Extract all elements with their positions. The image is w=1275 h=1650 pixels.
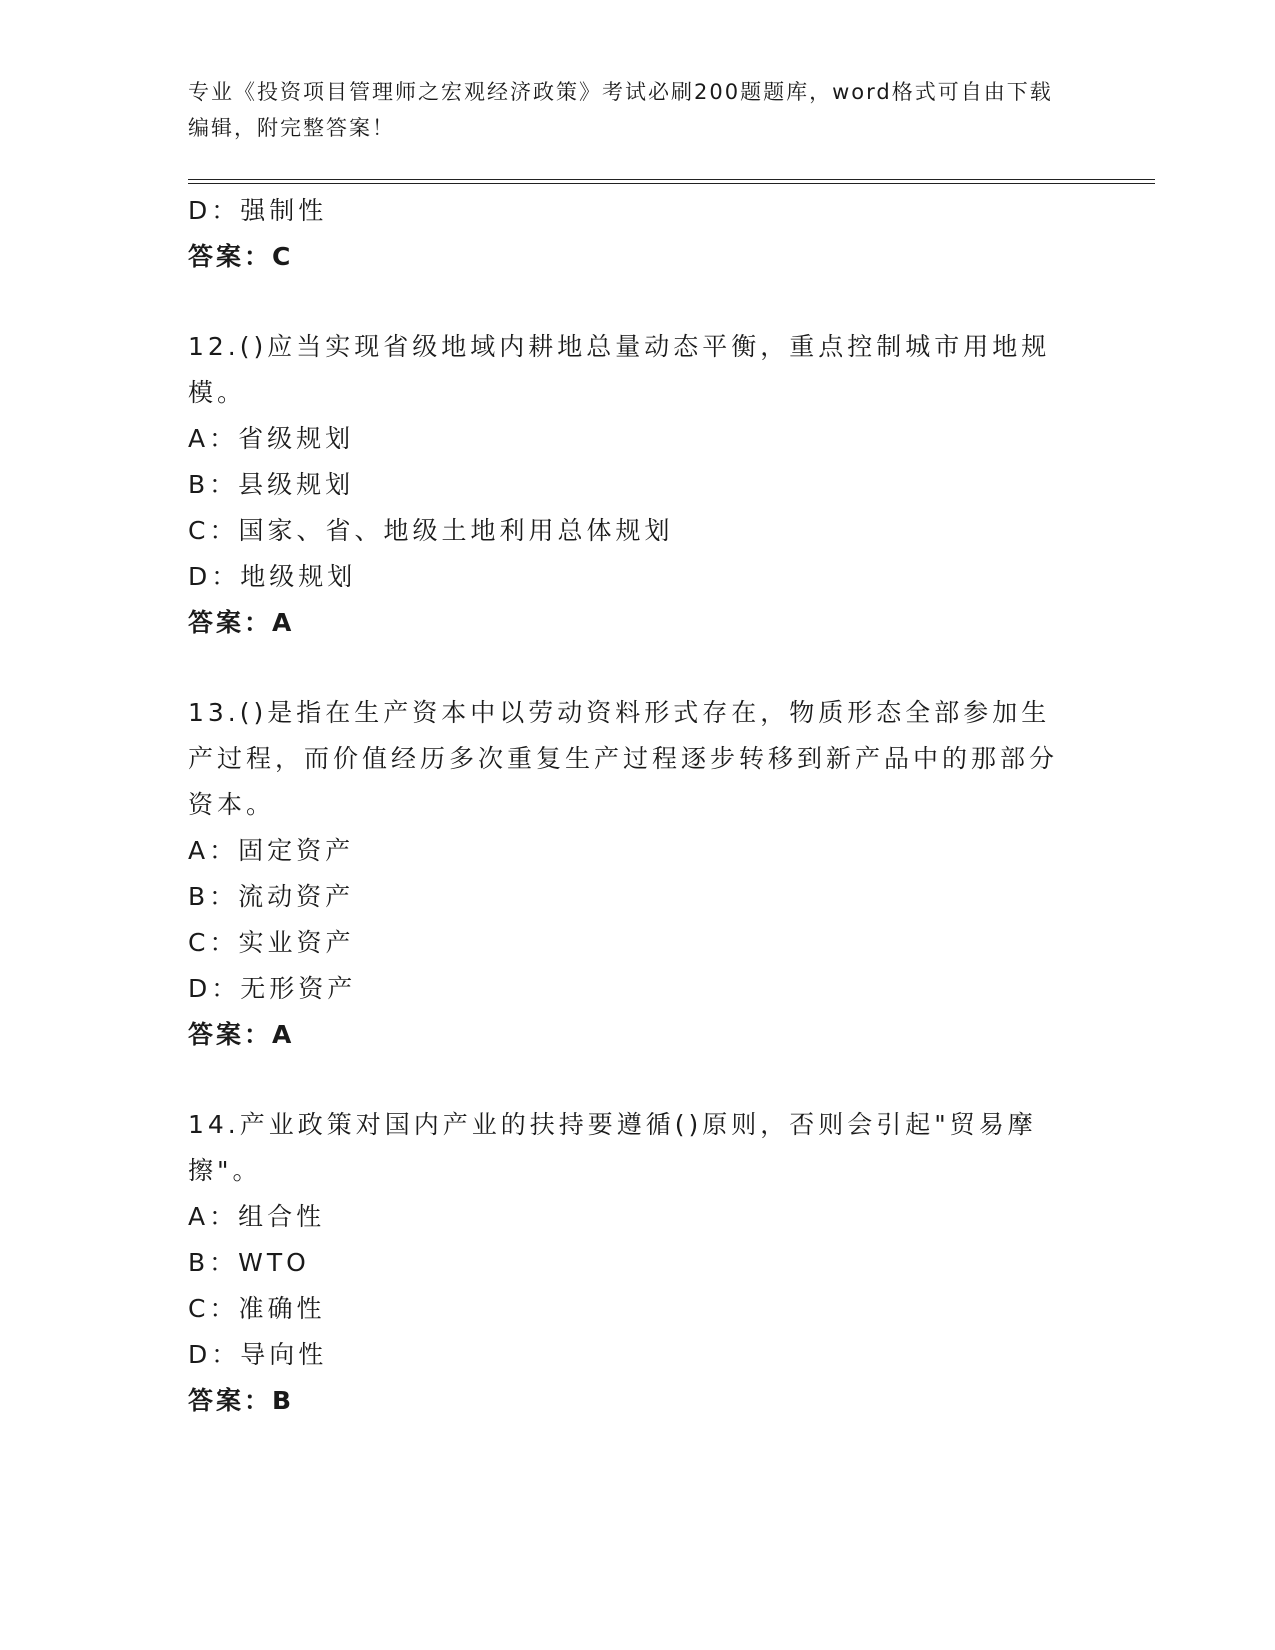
question-list [188,188,1088,1424]
answer: 答案：A [188,1020,295,1049]
option-a: A：固定资产 [188,836,355,865]
prev-answer: 答案：C [188,242,294,271]
option-b: B：流动资产 [188,882,355,911]
answer: 答案：A [188,608,295,637]
question-13 [188,690,1088,1058]
option-b: B：县级规划 [188,470,355,499]
option-a: A：组合性 [188,1202,326,1231]
question-stem: 13.()是指在生产资本中以劳动资料形式存在，物质形态全部参加生产过程，而价值经历多次重复生产过程逐步转移到新产品中的那部分资本。 [188,698,1059,819]
option-c: C：国家、省、地级土地利用总体规划 [188,516,674,545]
option-d: D：导向性 [188,1340,328,1369]
option-b: B：WTO [188,1248,310,1277]
question-14 [188,1102,1088,1424]
option-d: D：无形资产 [188,974,357,1003]
header-rule-bottom [188,183,1155,184]
question-stem: 14.产业政策对国内产业的扶持要遵循()原则，否则会引起"贸易摩擦"。 [188,1110,1037,1185]
answer: 答案：B [188,1386,295,1415]
question-12 [188,324,1088,646]
prev-option-d: D：强制性 [188,196,328,225]
document-header: 专业《投资项目管理师之宏观经济政策》考试必刷200题题库，word格式可自由下载编辑，附完整答案！ [188,80,1053,140]
option-c: C：准确性 [188,1294,326,1323]
option-c: C：实业资产 [188,928,355,957]
option-d: D：地级规划 [188,562,357,591]
header-rule-top [188,179,1155,180]
option-a: A：省级规划 [188,424,355,453]
question-stem: 12.()应当实现省级地域内耕地总量动态平衡，重点控制城市用地规模。 [188,332,1051,407]
